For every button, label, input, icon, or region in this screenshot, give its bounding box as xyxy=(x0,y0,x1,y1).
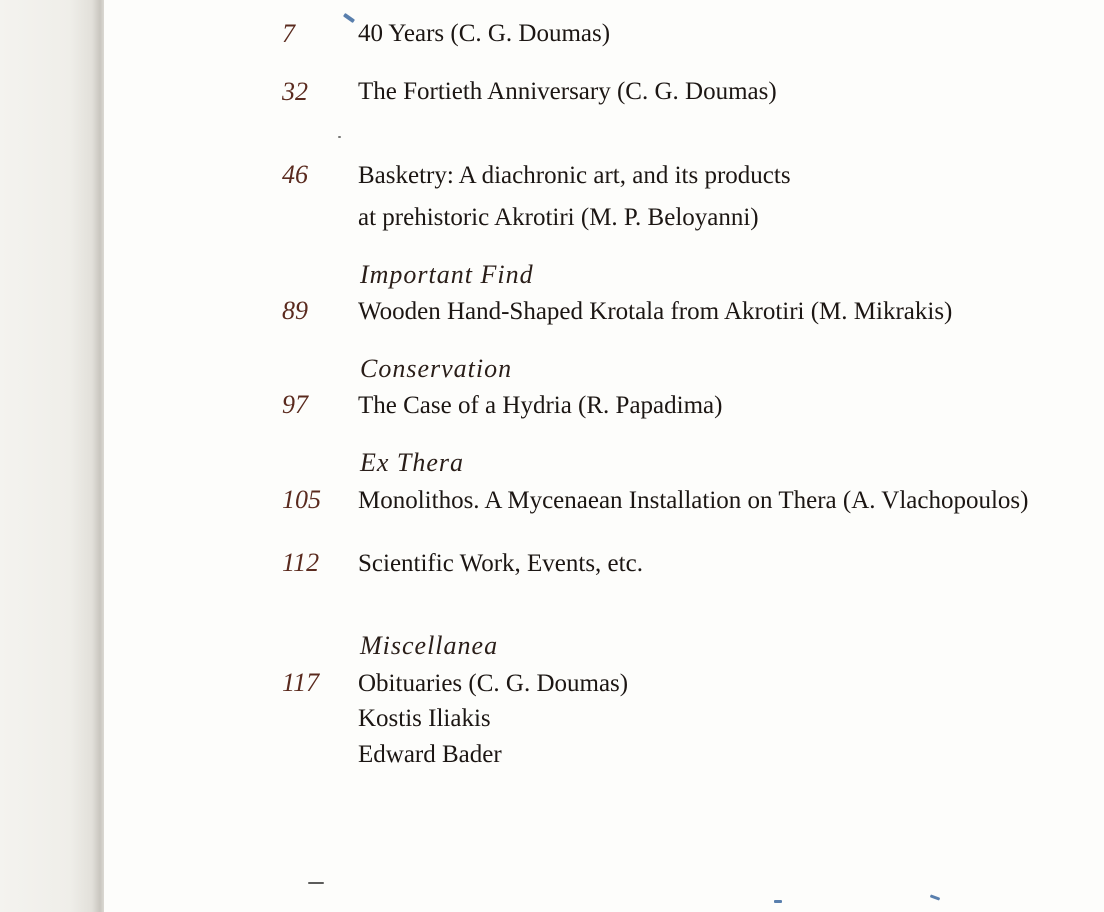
toc-entry-title-continued: at prehistoric Akrotiri (M. P. Beloyanni) xyxy=(358,204,759,231)
toc-entry-title: Scientific Work, Events, etc. xyxy=(358,550,643,577)
toc-entry-title: Obituaries (C. G. Doumas) xyxy=(358,670,629,697)
section-heading: Ex Thera xyxy=(360,448,465,477)
toc-entry-title-continued: Kostis Iliakis xyxy=(358,705,491,732)
toc-page-number: 89 xyxy=(282,296,308,325)
section-heading: Conservation xyxy=(360,354,513,383)
toc-page-number: 117 xyxy=(282,668,320,697)
toc-page-number: 46 xyxy=(282,160,308,189)
ink-speck xyxy=(930,894,940,900)
ink-speck xyxy=(338,136,341,138)
section-heading: Important Find xyxy=(360,260,534,289)
ink-speck xyxy=(343,13,355,23)
toc-entry-title: 40 Years (C. G. Doumas) xyxy=(358,20,611,47)
toc-page-number: 112 xyxy=(282,548,320,577)
toc-entry-title: Basketry: A diachronic art, and its products xyxy=(358,162,791,189)
toc-page-number: 105 xyxy=(282,485,321,514)
toc-page-number: 32 xyxy=(282,77,308,106)
ink-speck xyxy=(774,900,782,903)
toc-entry-title: The Case of a Hydria (R. Papadima) xyxy=(358,392,723,419)
toc-entry-title: The Fortieth Anniversary (C. G. Doumas) xyxy=(358,78,777,105)
section-heading: Miscellanea xyxy=(360,631,499,660)
toc-page-number: 7 xyxy=(282,19,295,48)
toc-entry-title: Monolithos. A Mycenaean Installation on Thera (A. Vlachopoulos) xyxy=(358,487,1029,514)
toc-entry-title-continued: Edward Bader xyxy=(358,741,502,768)
ink-speck xyxy=(308,882,324,884)
page-gutter-shadow xyxy=(0,0,104,912)
toc-page-number: 97 xyxy=(282,390,308,419)
toc-entry-title: Wooden Hand-Shaped Krotala from Akrotiri (M. Mikrakis) xyxy=(358,298,953,325)
